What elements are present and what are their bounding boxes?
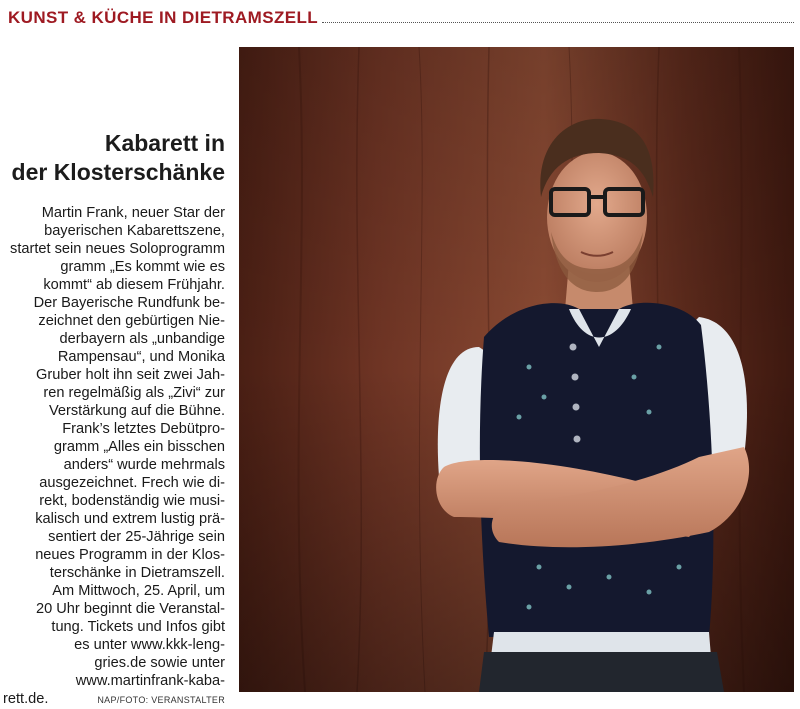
body-line: kalisch und extrem lustig prä- (35, 511, 225, 528)
body-line: anders“ wurde mehrmals (63, 457, 225, 474)
body-line: gramm „Es kommt wie es (60, 259, 225, 276)
body-line: 20 Uhr beginnt die Veranstal- (35, 601, 225, 618)
body-line: bayerischen Kabarettszene, (44, 223, 225, 240)
article-body (3, 204, 225, 709)
body-line: Am Mittwoch, 25. April, um (52, 583, 225, 600)
portrait-illustration (239, 47, 794, 692)
body-line: Rampensau“, und Monika (57, 349, 225, 366)
body-last-line (3, 690, 225, 709)
body-line: Der Bayerische Rundfunk be- (33, 295, 225, 312)
body-line: gramm „Alles ein bisschen (53, 439, 225, 456)
section-title: KUNST & KÜCHE IN DIETRAMSZELL (8, 8, 319, 27)
body-line: sentiert der 25-Jährige sein (48, 529, 225, 546)
body-line: startet sein neues Soloprogramm (10, 241, 225, 258)
headline-line-1: Kabarett in (104, 130, 225, 156)
body-line: kommt“ ab diesem Frühjahr. (43, 277, 225, 294)
body-line: ausgezeichnet. Frech wie di- (39, 475, 225, 492)
headline-line-2: der Klosterschänke (11, 159, 225, 185)
section-header (8, 6, 794, 30)
body-line: tung. Tickets und Infos gibt (51, 619, 225, 636)
body-line: gries.de sowie unter (94, 655, 225, 672)
article-photo (239, 47, 794, 692)
body-line: Verstärkung auf die Bühne. (48, 403, 225, 420)
body-line: derbayern als „unbandige (59, 331, 225, 348)
body-line: www.martinfrank-kaba- (75, 673, 225, 690)
body-line: es unter www.kkk-leng- (74, 637, 225, 654)
body-line: Gruber holt ihn seit zwei Jah- (36, 367, 225, 384)
body-line: terschänke in Dietramszell. (49, 565, 225, 582)
photo-credit: NAP/FOTO: VERANSTALTER (97, 695, 225, 706)
body-line: Martin Frank, neuer Star der (41, 205, 225, 221)
body-line: Frank’s letztes Debütpro- (62, 421, 225, 438)
body-line: zeichnet den gebürtigen Nie- (38, 313, 225, 330)
article-headline (10, 129, 225, 187)
body-line: neues Programm in der Klos- (35, 547, 225, 564)
pants (479, 652, 724, 692)
body-line: rekt, bodenständig wie musi- (39, 493, 225, 510)
body-line: rett.de. (3, 691, 49, 708)
body-line: ren regelmäßig als „Zivi“ zur (43, 385, 225, 402)
dotted-rule (322, 22, 794, 23)
